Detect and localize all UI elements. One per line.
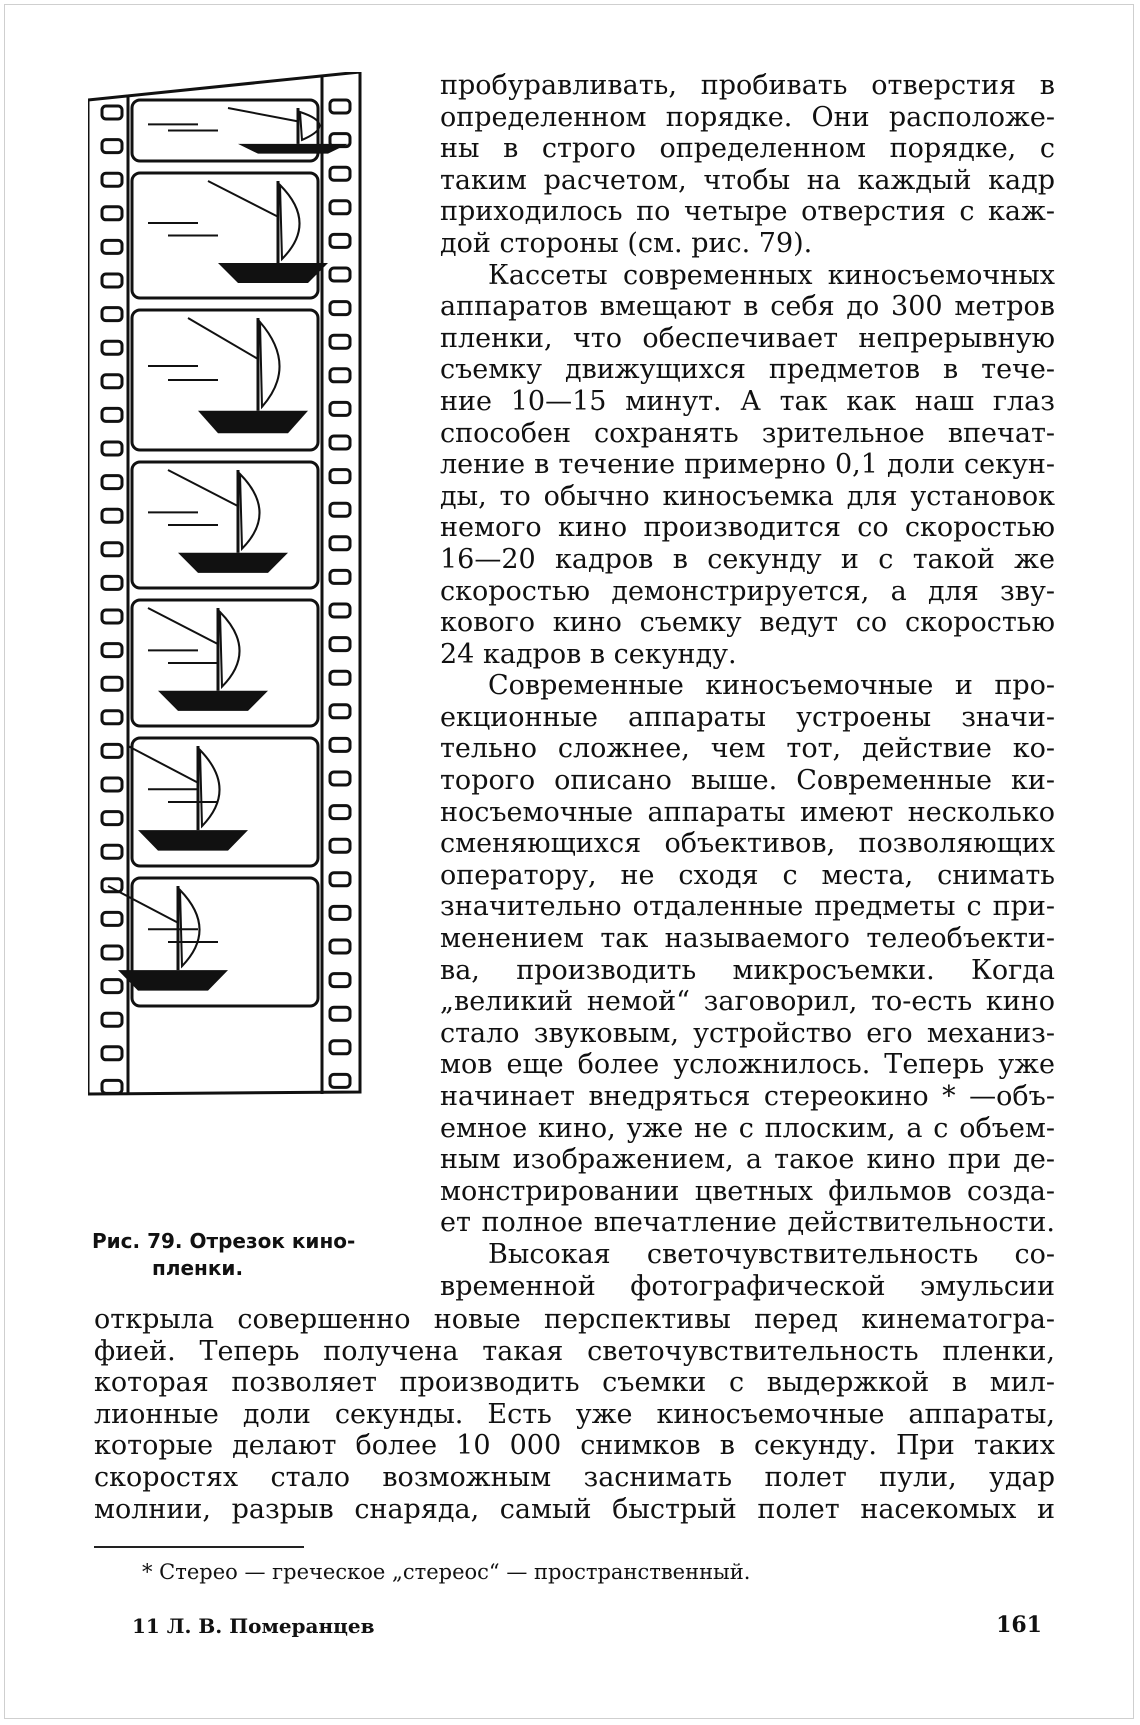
sprocket-hole-right — [330, 671, 350, 684]
text-line: открыла совершенно новые перспективы перед кинематогра- — [94, 1304, 1055, 1335]
sprocket-hole-left — [102, 946, 122, 959]
text-line: „великий немой“ заговорил, то-есть кино — [440, 986, 1055, 1018]
sprocket-hole-right — [330, 167, 350, 180]
text-line: мов еще более усложнилось. Теперь уже — [440, 1049, 1055, 1081]
caption-line-1: Рис. 79. Отрезок кино- — [92, 1229, 356, 1253]
text-line: стало звуковым, устройство его механиз- — [440, 1017, 1055, 1049]
text-line: торого описано выше. Современные ки- — [440, 765, 1055, 797]
text-line: дой стороны (см. рис. 79). — [440, 227, 813, 259]
sprocket-hole-right — [330, 570, 350, 583]
sprocket-hole-right — [330, 604, 350, 617]
sprocket-hole-right — [330, 201, 350, 214]
text-line: ным изображением, а такое кино при де- — [440, 1144, 1055, 1176]
text-line: менением так называемого телеобъекти- — [440, 923, 1055, 955]
text-line: 16—20 кадров в секунду и с такой же — [440, 543, 1055, 575]
full-width-text-block — [94, 1304, 1055, 1525]
text-line: которая позволяет производить съемки с выдержкой в мил- — [94, 1367, 1055, 1399]
sprocket-hole-left — [102, 912, 122, 925]
text-line: монстрировании цветных фильмов созда- — [440, 1175, 1055, 1207]
sprocket-hole-left — [102, 1047, 122, 1060]
sprocket-hole-left — [102, 509, 122, 522]
sprocket-hole-right — [330, 503, 350, 516]
text-line: скоростях стало возможным заснимать полет пули, удар — [94, 1461, 1055, 1493]
text-line: ды, то обычно киносъемка для установок — [440, 480, 1055, 512]
text-line: временной фотографической эмульсии — [440, 1270, 1055, 1302]
text-line: тельно сложнее, чем тот, действие ко- — [440, 733, 1055, 765]
text-line: пленки, что обеспечивает непрерывную — [440, 322, 1055, 354]
text-line: Современные киносъемочные и про- — [488, 670, 1055, 702]
sprocket-hole-left — [102, 140, 122, 153]
text-line: немого кино производится со скоростью — [440, 512, 1055, 544]
sprocket-hole-right — [330, 268, 350, 281]
text-line: начинает внедряться стереокино * —объ- — [440, 1081, 1055, 1112]
column-text-block — [440, 70, 1055, 1302]
text-line: сменяющихся объективов, позволяющих — [440, 828, 1055, 860]
text-line: способен сохранять зрительное впечат- — [440, 417, 1055, 449]
sprocket-hole-right — [330, 302, 350, 315]
sprocket-hole-left — [102, 207, 122, 220]
text-line: которые делают более 10 000 снимков в секунду. При таких — [94, 1430, 1055, 1462]
sprocket-hole-left — [102, 610, 122, 623]
text-line: ние 10—15 минут. А так как наш глаз — [440, 385, 1055, 417]
footnote: * Стерео — греческое „стереос“ — пространственный. — [142, 1560, 751, 1584]
caption-line-2: пленки. — [152, 1256, 244, 1280]
sprocket-hole-left — [102, 274, 122, 287]
sprocket-hole-right — [330, 839, 350, 852]
sprocket-hole-left — [102, 375, 122, 388]
text-line: 24 кадров в секунду. — [440, 638, 737, 670]
sprocket-hole-left — [102, 240, 122, 253]
text-line: ление в течение примерно 0,1 доли секун- — [440, 449, 1055, 481]
text-line: емное кино, уже не с плоским, а с объем- — [440, 1112, 1055, 1144]
sprocket-hole-right — [330, 906, 350, 919]
sprocket-hole-left — [102, 476, 122, 489]
sprocket-hole-left — [102, 1080, 122, 1093]
sprocket-hole-right — [330, 638, 350, 651]
sprocket-hole-right — [330, 705, 350, 718]
text-line: таким расчетом, чтобы на каждый кадр — [440, 164, 1055, 196]
sprocket-hole-right — [330, 335, 350, 348]
text-line: молнии, разрыв снаряда, самый быстрый полет насекомых и — [94, 1493, 1055, 1525]
text-line: носъемочные аппараты имеют несколько — [440, 796, 1055, 828]
sprocket-hole-left — [102, 879, 122, 892]
text-line: лионные доли секунды. Есть уже киносъемочные аппараты, — [94, 1398, 1055, 1430]
sprocket-hole-left — [102, 812, 122, 825]
sprocket-hole-left — [102, 778, 122, 791]
text-line: пробуравливать, пробивать отверстия в — [440, 70, 1055, 101]
sprocket-hole-right — [330, 470, 350, 483]
sprocket-hole-right — [330, 436, 350, 449]
sprocket-hole-left — [102, 106, 122, 119]
sprocket-hole-right — [330, 806, 350, 819]
text-line: ва, производить микросъемки. Когда — [440, 954, 1055, 986]
sprocket-hole-right — [330, 234, 350, 247]
sprocket-hole-left — [102, 677, 122, 690]
sprocket-hole-left — [102, 980, 122, 993]
text-line: ет полное впечатление действительности. — [440, 1207, 1055, 1239]
sprocket-hole-right — [330, 402, 350, 415]
sprocket-hole-left — [102, 341, 122, 354]
sprocket-hole-left — [102, 744, 122, 757]
sprocket-hole-right — [330, 100, 350, 113]
text-line: кового кино съемку ведут со скоростью — [440, 607, 1055, 639]
sprocket-hole-left — [102, 408, 122, 421]
sprocket-hole-right — [330, 1041, 350, 1054]
text-line: фией. Теперь получена такая светочувствительность пленки, — [94, 1335, 1055, 1367]
footnote-separator — [94, 1546, 304, 1548]
text-line: екционные аппараты устроены значи- — [440, 701, 1055, 733]
figure-caption — [92, 1228, 414, 1282]
film-strip-illustration — [88, 72, 408, 1212]
sprocket-hole-right — [330, 1074, 350, 1087]
printer-signature: 11 Л. В. Померанцев — [132, 1614, 375, 1638]
text-line: Кассеты современных киносъемочных — [488, 259, 1055, 291]
text-line: определенном порядке. Они расположе- — [440, 101, 1055, 133]
sprocket-hole-right — [330, 738, 350, 751]
sprocket-hole-right — [330, 974, 350, 987]
sprocket-hole-left — [102, 543, 122, 556]
sprocket-hole-left — [102, 711, 122, 724]
sprocket-hole-left — [102, 308, 122, 321]
sprocket-hole-right — [330, 772, 350, 785]
text-line: съемку движущихся предметов в тече- — [440, 354, 1055, 386]
text-line: аппаратов вмещают в себя до 300 метров — [440, 291, 1055, 323]
sprocket-hole-left — [102, 644, 122, 657]
page-number: 161 — [996, 1612, 1042, 1638]
text-line: ны в строго определенном порядке, с — [440, 133, 1055, 165]
sprocket-hole-right — [330, 369, 350, 382]
sprocket-hole-left — [102, 576, 122, 589]
sprocket-hole-right — [330, 940, 350, 953]
sprocket-hole-right — [330, 537, 350, 550]
sprocket-hole-right — [330, 873, 350, 886]
sprocket-hole-left — [102, 173, 122, 186]
sprocket-hole-right — [330, 1007, 350, 1020]
text-line: скоростью демонстрируется, а для зву- — [440, 575, 1055, 607]
text-line: Высокая светочувствительность со- — [488, 1238, 1055, 1270]
film-strip-drawing — [88, 72, 408, 1212]
text-line: оператору, не сходя с места, снимать — [440, 859, 1055, 891]
sprocket-hole-left — [102, 1013, 122, 1026]
text-line: значительно отдаленные предметы с при- — [440, 891, 1055, 923]
sprocket-hole-left — [102, 442, 122, 455]
text-line: приходилось по четыре отверстия с каж- — [440, 196, 1055, 228]
sprocket-hole-left — [102, 845, 122, 858]
